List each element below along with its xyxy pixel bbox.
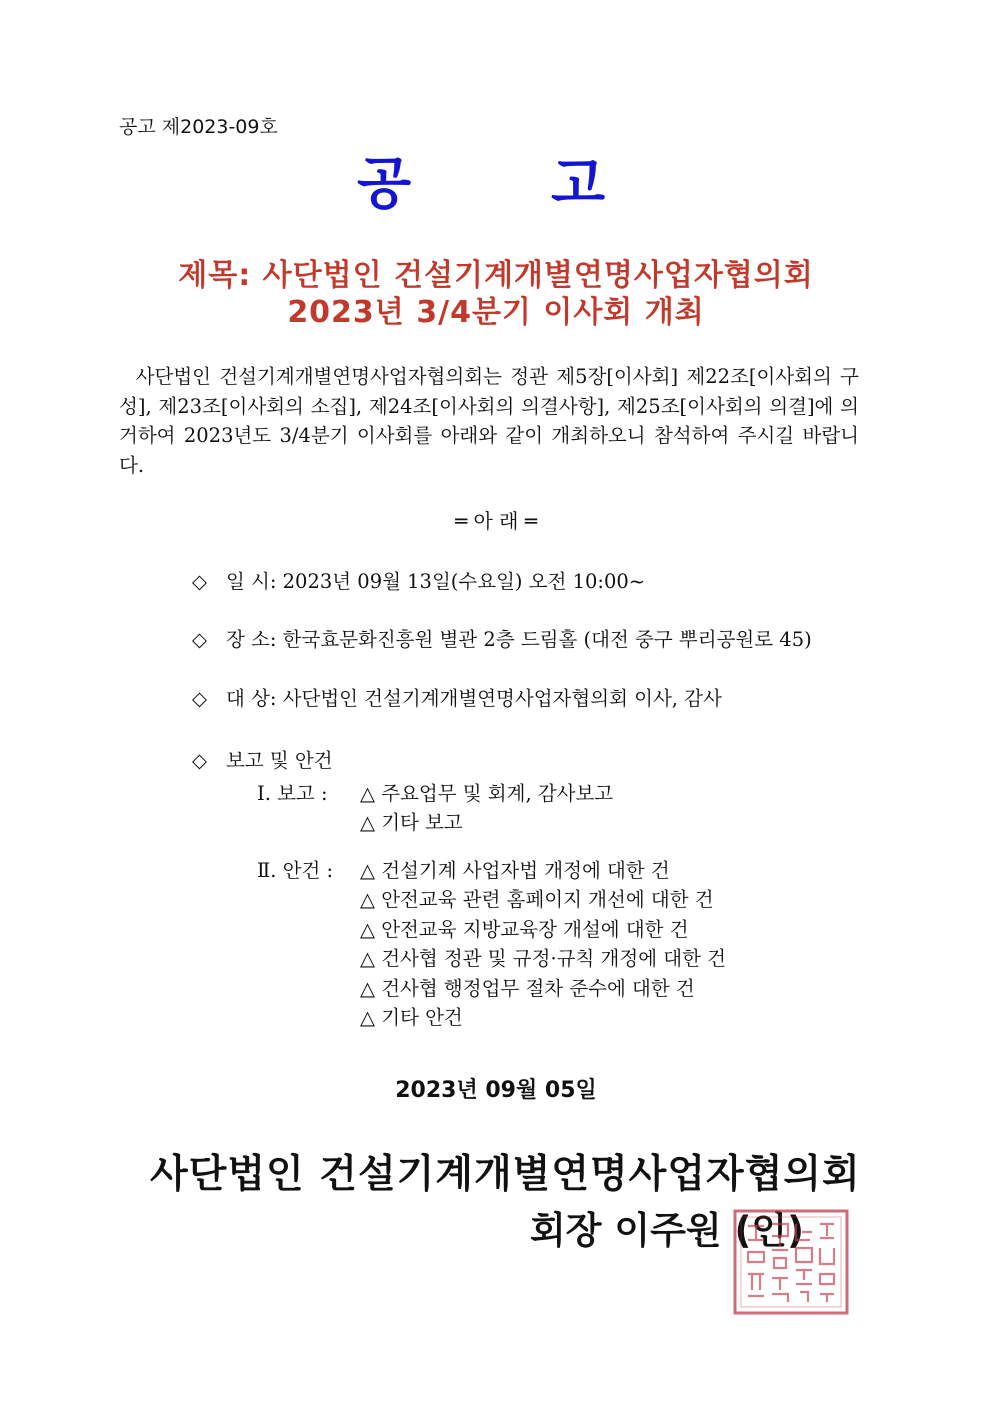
notice-number: 공고 제2023-09호 — [119, 116, 278, 138]
notice-title — [0, 140, 992, 220]
target-text: 대 상: 사단법인 건설기계개별연명사업자협의회 이사, 감사 — [226, 687, 722, 710]
agenda-entry: △ 건사협 정관 및 규정·규칙 개정에 대한 건 — [360, 947, 726, 970]
report-entry: △ 주요업무 및 회계, 감사보고 — [360, 782, 614, 805]
agenda-entry: △ 기타 안건 — [360, 1006, 463, 1029]
item-place — [192, 624, 812, 652]
agenda-entry: △ 건설기계 사업자법 개정에 대한 건 — [360, 859, 670, 882]
item-datetime — [192, 566, 645, 594]
title-char-2: 고 — [551, 152, 606, 217]
diamond-icon: ◇ — [192, 687, 207, 710]
item-target — [192, 683, 722, 711]
body-paragraph — [119, 362, 859, 480]
organization-name: 사단법인 건설기계개별연명사업자협의회 — [150, 1152, 861, 1197]
title-char-1: 공 — [357, 152, 412, 217]
report-entry: △ 기타 보고 — [360, 811, 463, 834]
subject-line-2: 2023년 3/4분기 이사회 개최 — [287, 295, 705, 330]
agenda-header-text: 보고 및 안건 — [226, 749, 333, 772]
report-label: Ⅰ. 보고 : — [257, 782, 328, 805]
official-seal-stamp — [732, 1208, 850, 1316]
issue-date: 2023년 09월 05일 — [395, 1078, 597, 1103]
body-text: 사단법인 건설기계개별연명사업자협의회는 정관 제5장[이사회] 제22조[이사회의 구성], 제23조[이사회의 소집], 제24조[이사회의 의결사항], 제25조[이사회의 의결]에 의거하여 2023년도 3/4분기 이사회를 아래와 같이 개최하오니 참석하여 주시길 바랍니다. — [119, 365, 859, 477]
agenda-label: Ⅱ. 안건 : — [257, 859, 334, 882]
agenda-entry: △ 건사협 행정업무 절차 준수에 대한 건 — [360, 977, 695, 1000]
diamond-icon: ◇ — [192, 749, 207, 772]
place-text: 장 소: 한국효문화진흥원 별관 2층 드림홀 (대전 중구 뿌리공원로 45) — [226, 628, 812, 651]
agenda-entry: △ 안전교육 관련 홈페이지 개선에 대한 건 — [360, 888, 714, 911]
diamond-icon: ◇ — [192, 628, 207, 651]
agenda-entry: △ 안전교육 지방교육장 개설에 대한 건 — [360, 918, 689, 941]
president-signature: 회장 이주원 (인) — [530, 1209, 805, 1252]
diamond-icon: ◇ — [192, 570, 207, 593]
item-agenda-header — [192, 745, 333, 773]
datetime-text: 일 시: 2023년 09월 13일(수요일) 오전 10:00~ — [226, 570, 646, 593]
subject-line-1: 제목: 사단법인 건설기계개별연명사업자협의회 — [178, 258, 814, 293]
arae-heading: ═ 아 래 ═ — [455, 509, 537, 533]
